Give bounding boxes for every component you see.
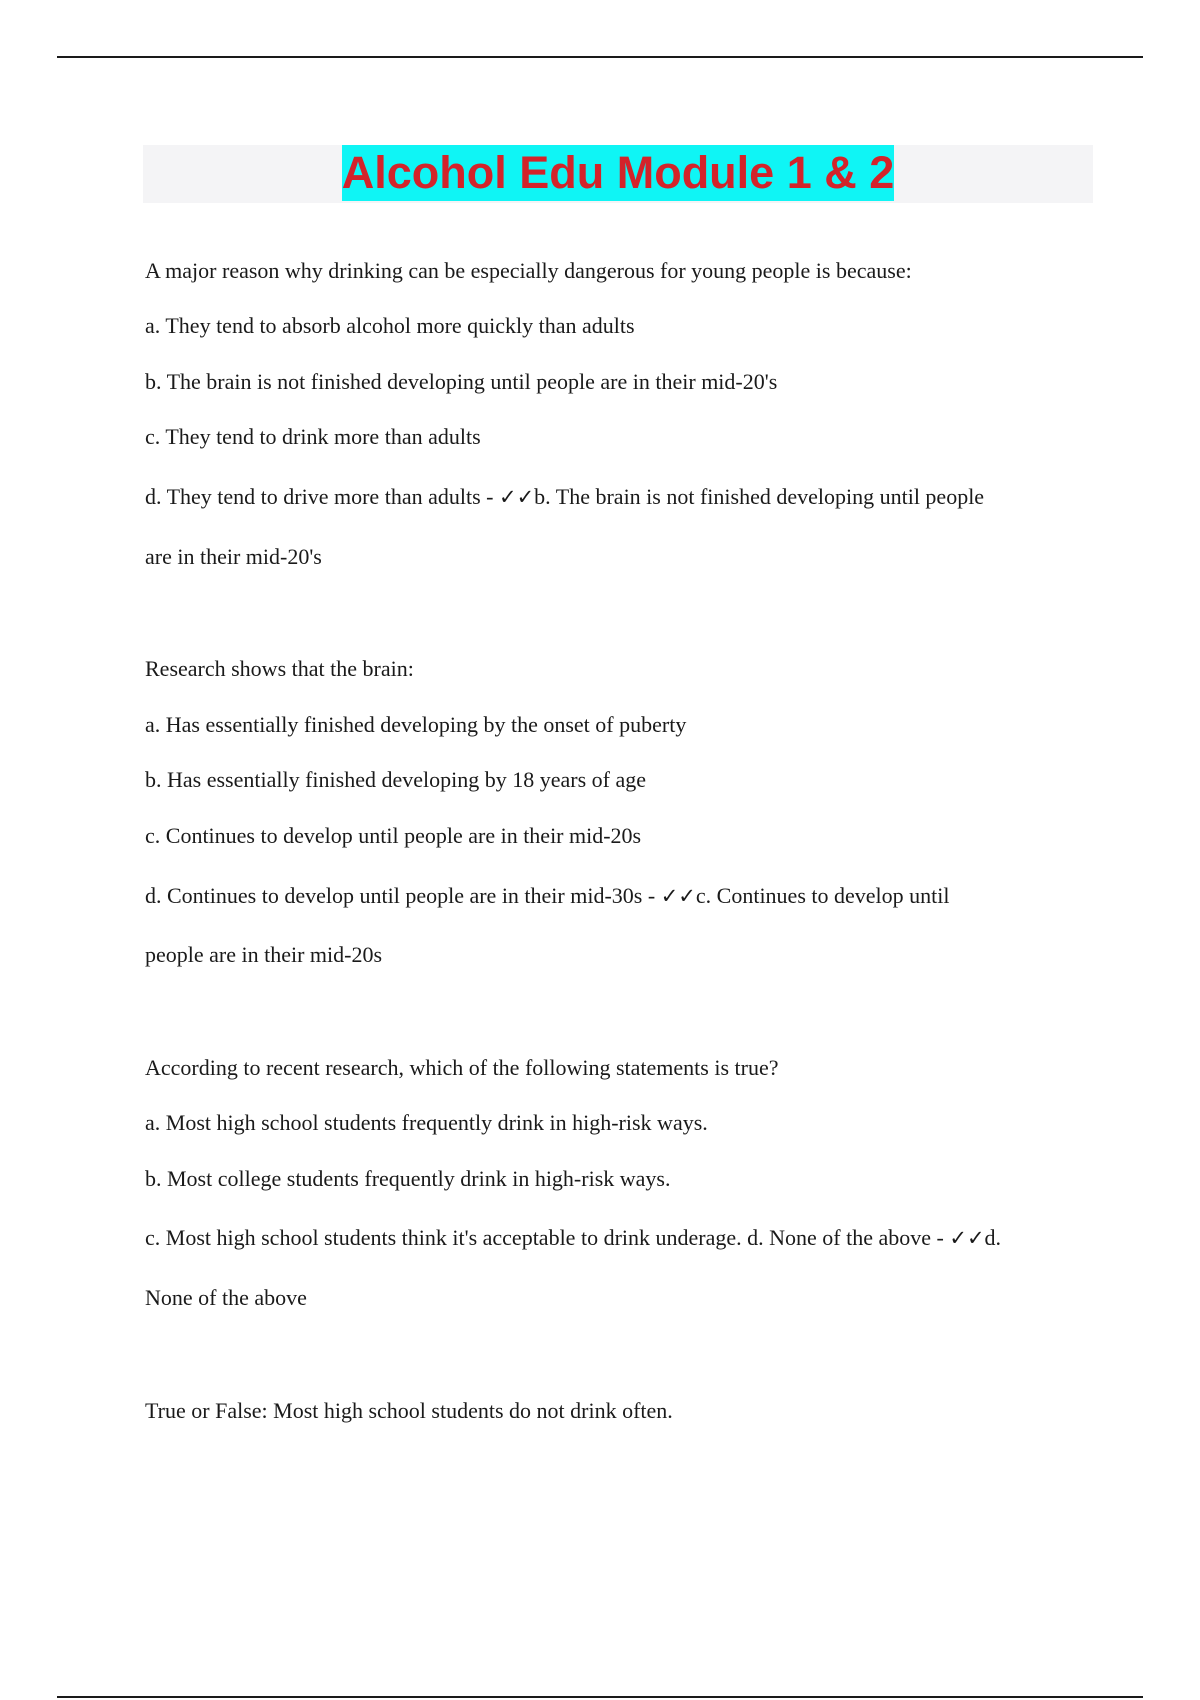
- question-3-option-b: b. Most college students frequently drink in high-risk ways.: [145, 1166, 671, 1191]
- question-2-answer-continued: people are in their mid-20s: [145, 942, 383, 967]
- question-2-option-b: b. Has essentially finished developing by 18 years of age: [145, 767, 646, 792]
- question-1-option-b: b. The brain is not finished developing until people are in their mid-20's: [145, 369, 778, 394]
- question-1-option-a: a. They tend to absorb alcohol more quickly than adults: [145, 313, 635, 338]
- question-2-option-a: a. Has essentially finished developing by the onset of puberty: [145, 712, 687, 737]
- question-2-prompt: Research shows that the brain:: [145, 656, 414, 681]
- question-2-option-c: c. Continues to develop until people are in their mid-20s: [145, 823, 642, 848]
- top-rule: [57, 56, 1143, 58]
- question-3-option-c-with-answer: [145, 1224, 1001, 1252]
- question-2-option-d-with-answer: [145, 882, 949, 910]
- question-3-option-c: c. Most high school students think it's acceptable to drink underage. d. None of the above -: [145, 1225, 950, 1250]
- question-3-answer-continued: None of the above: [145, 1285, 307, 1310]
- question-2-option-d: d. Continues to develop until people are in their mid-30s -: [145, 883, 661, 908]
- question-1-option-d: d. They tend to drive more than adults -: [145, 484, 499, 509]
- question-1-answer: b. The brain is not finished developing until people: [534, 484, 985, 509]
- question-4-prompt: True or False: Most high school students do not drink often.: [145, 1398, 673, 1423]
- question-3-prompt: According to recent research, which of the following statements is true?: [145, 1055, 779, 1080]
- question-1-option-d-with-answer: [145, 483, 984, 511]
- double-check-icon: ✓✓: [949, 1226, 985, 1250]
- double-check-icon: ✓✓: [660, 884, 696, 908]
- question-2-answer: c. Continues to develop until: [695, 883, 950, 908]
- title-band: [143, 145, 1093, 203]
- double-check-icon: ✓✓: [498, 485, 535, 509]
- question-3-option-a: a. Most high school students frequently drink in high-risk ways.: [145, 1110, 708, 1135]
- question-1-answer-continued: are in their mid-20's: [145, 544, 322, 569]
- question-1-option-c: c. They tend to drink more than adults: [145, 424, 481, 449]
- bottom-rule: [57, 1696, 1143, 1698]
- question-1-prompt: A major reason why drinking can be especially dangerous for young people is because:: [145, 258, 912, 283]
- document-title: Alcohol Edu Module 1 & 2: [342, 145, 895, 201]
- question-3-answer: d.: [984, 1225, 1002, 1250]
